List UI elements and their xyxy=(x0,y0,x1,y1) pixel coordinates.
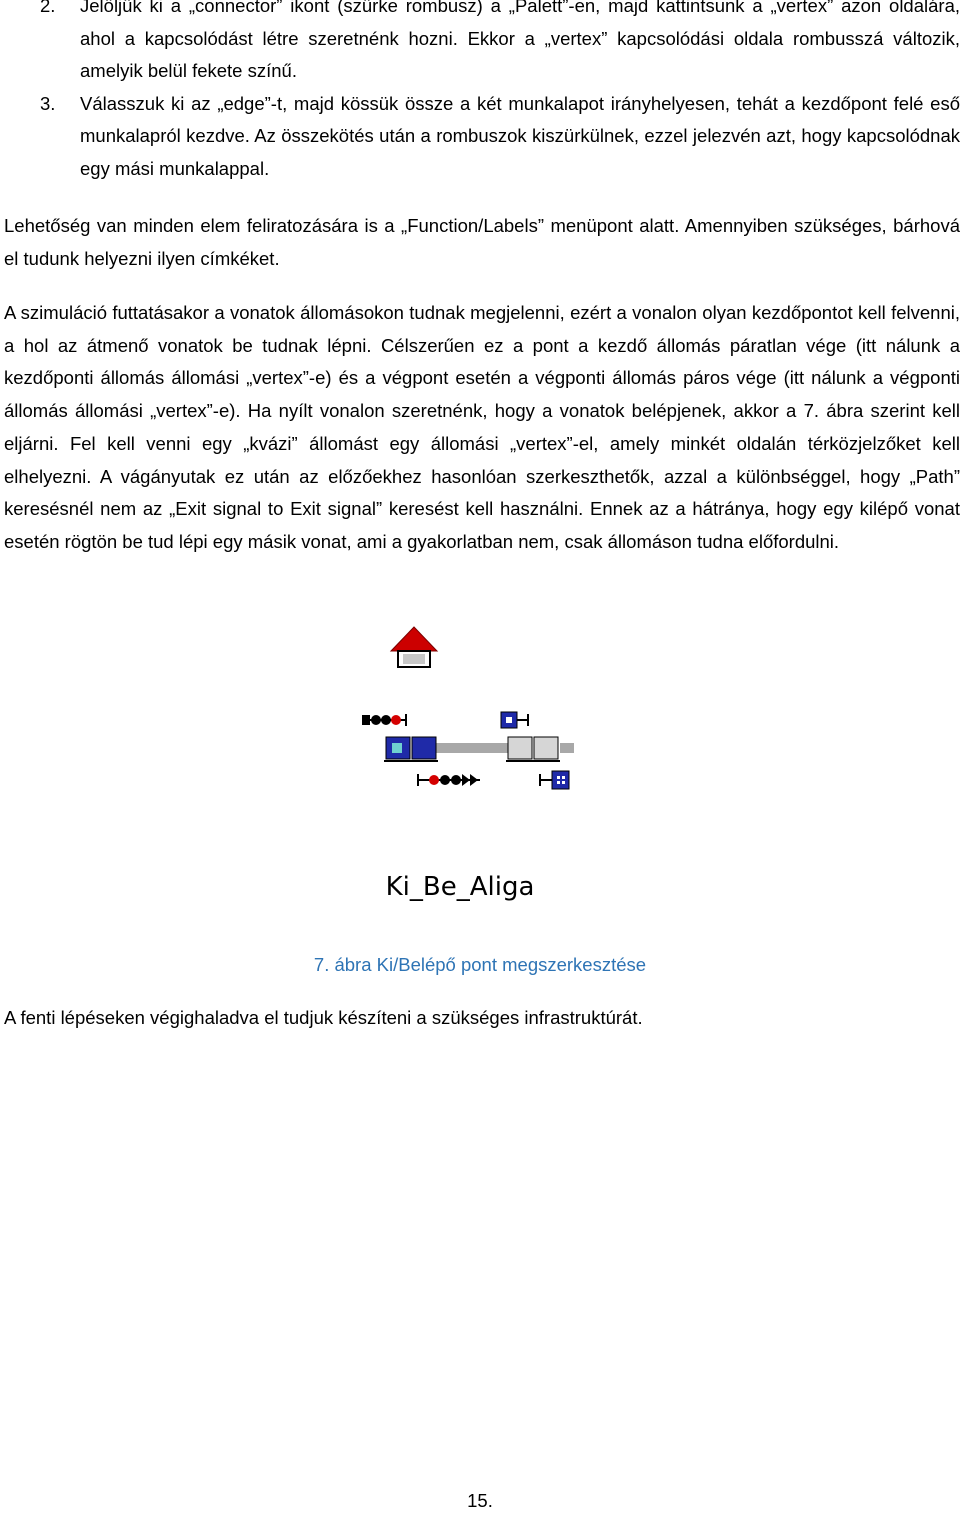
station-diagram xyxy=(0,615,960,915)
signal-upper-left-icon xyxy=(362,714,406,726)
paragraph-labels: Lehetőség van minden elem feliratozására is a „Function/Labels” menüpont alatt. Amennyiben szükséges, bárhová el tudunk helyezni ilyen címkéket. xyxy=(4,215,960,269)
list-number: 2. xyxy=(40,0,56,16)
track-line xyxy=(436,743,508,753)
paragraph-simulation: A szimuláció futtatásakor a vonatok állomásokon tudnak megjelenni, ezért a vonalon olyan kezdőpontot kell felvenni, a hol az átmenő vonatok be tudnak lépni. Célszerűen ez a pont a kezdő állomás páratlan vége (itt nálunk a kezdőponti állomás állomási „vertex”-e) és a végpont esetén a végponti állomás páros vége (itt nálunk a végponti állomás állomási „vertex”-e). Ha nyílt vonalon szeretnénk, hogy a vonatok belépjenek, akkor a 7. ábra szerint kell eljárni. Fel kell venni egy „kvázi” állomást egy állomási „vertex”-el, amely minkét oldalán térközjelzőket kell elhelyezni. A vágányutak ez után az előzőekhez hasonlóan szerkeszthetők, azzal a különbséggel, hogy „Path” keresésnél nem az „Exit signal to Exit signal” keresést kell használni. Ennek az a hátránya, hogy egy kilépő vonat esetén rögtön be tud lépi egy másik vonat, ami a gyakorlatban nem, csak állomáson tudna előfordulni. xyxy=(4,302,960,552)
paragraph-conclusion: A fenti lépéseken végighaladva el tudjuk készíteni a szükséges infrastruktúrát. xyxy=(4,1007,643,1028)
vertex-left-icon xyxy=(386,737,436,759)
list-text: Válasszuk ki az „edge”-t, majd kössük össze a két munkalapot irányhelyesen, tehát a kezdőpont felé eső munkalapról kezdve. Az összekötés után a rombuszok kiszürkülnek, ezzel jelezvén azt, hogy kapcsolódnak egy mási munkalappal. xyxy=(80,92,960,179)
signal-lower-right-icon xyxy=(540,771,569,789)
station-house-icon xyxy=(391,627,437,667)
figure-caption: 7. ábra Ki/Belépő pont megszerkesztése xyxy=(313,954,647,975)
list-number: 3. xyxy=(40,92,56,114)
page-number: 15. xyxy=(467,1490,493,1511)
numbered-list xyxy=(0,0,960,185)
list-item xyxy=(0,0,960,88)
track-line-end xyxy=(560,743,574,753)
signal-upper-right-icon xyxy=(501,712,528,728)
list-text: Jelöljük ki a „connector” ikont (szürke rombusz) a „Palett”-en, majd kattintsunk a „vertex” azon oldalára, ahol a kapcsolódást létre szeretnénk hozni. Ekkor a „vertex” kapcsolódási oldala rombusszá változik, amelyik belül fekete színű. xyxy=(80,0,960,81)
vertex-right-icon xyxy=(508,737,558,759)
figure-7 xyxy=(0,615,960,915)
station-label: Ki_Be_Aliga xyxy=(385,872,535,902)
signal-lower-left-icon xyxy=(418,774,480,786)
list-item xyxy=(0,88,960,186)
